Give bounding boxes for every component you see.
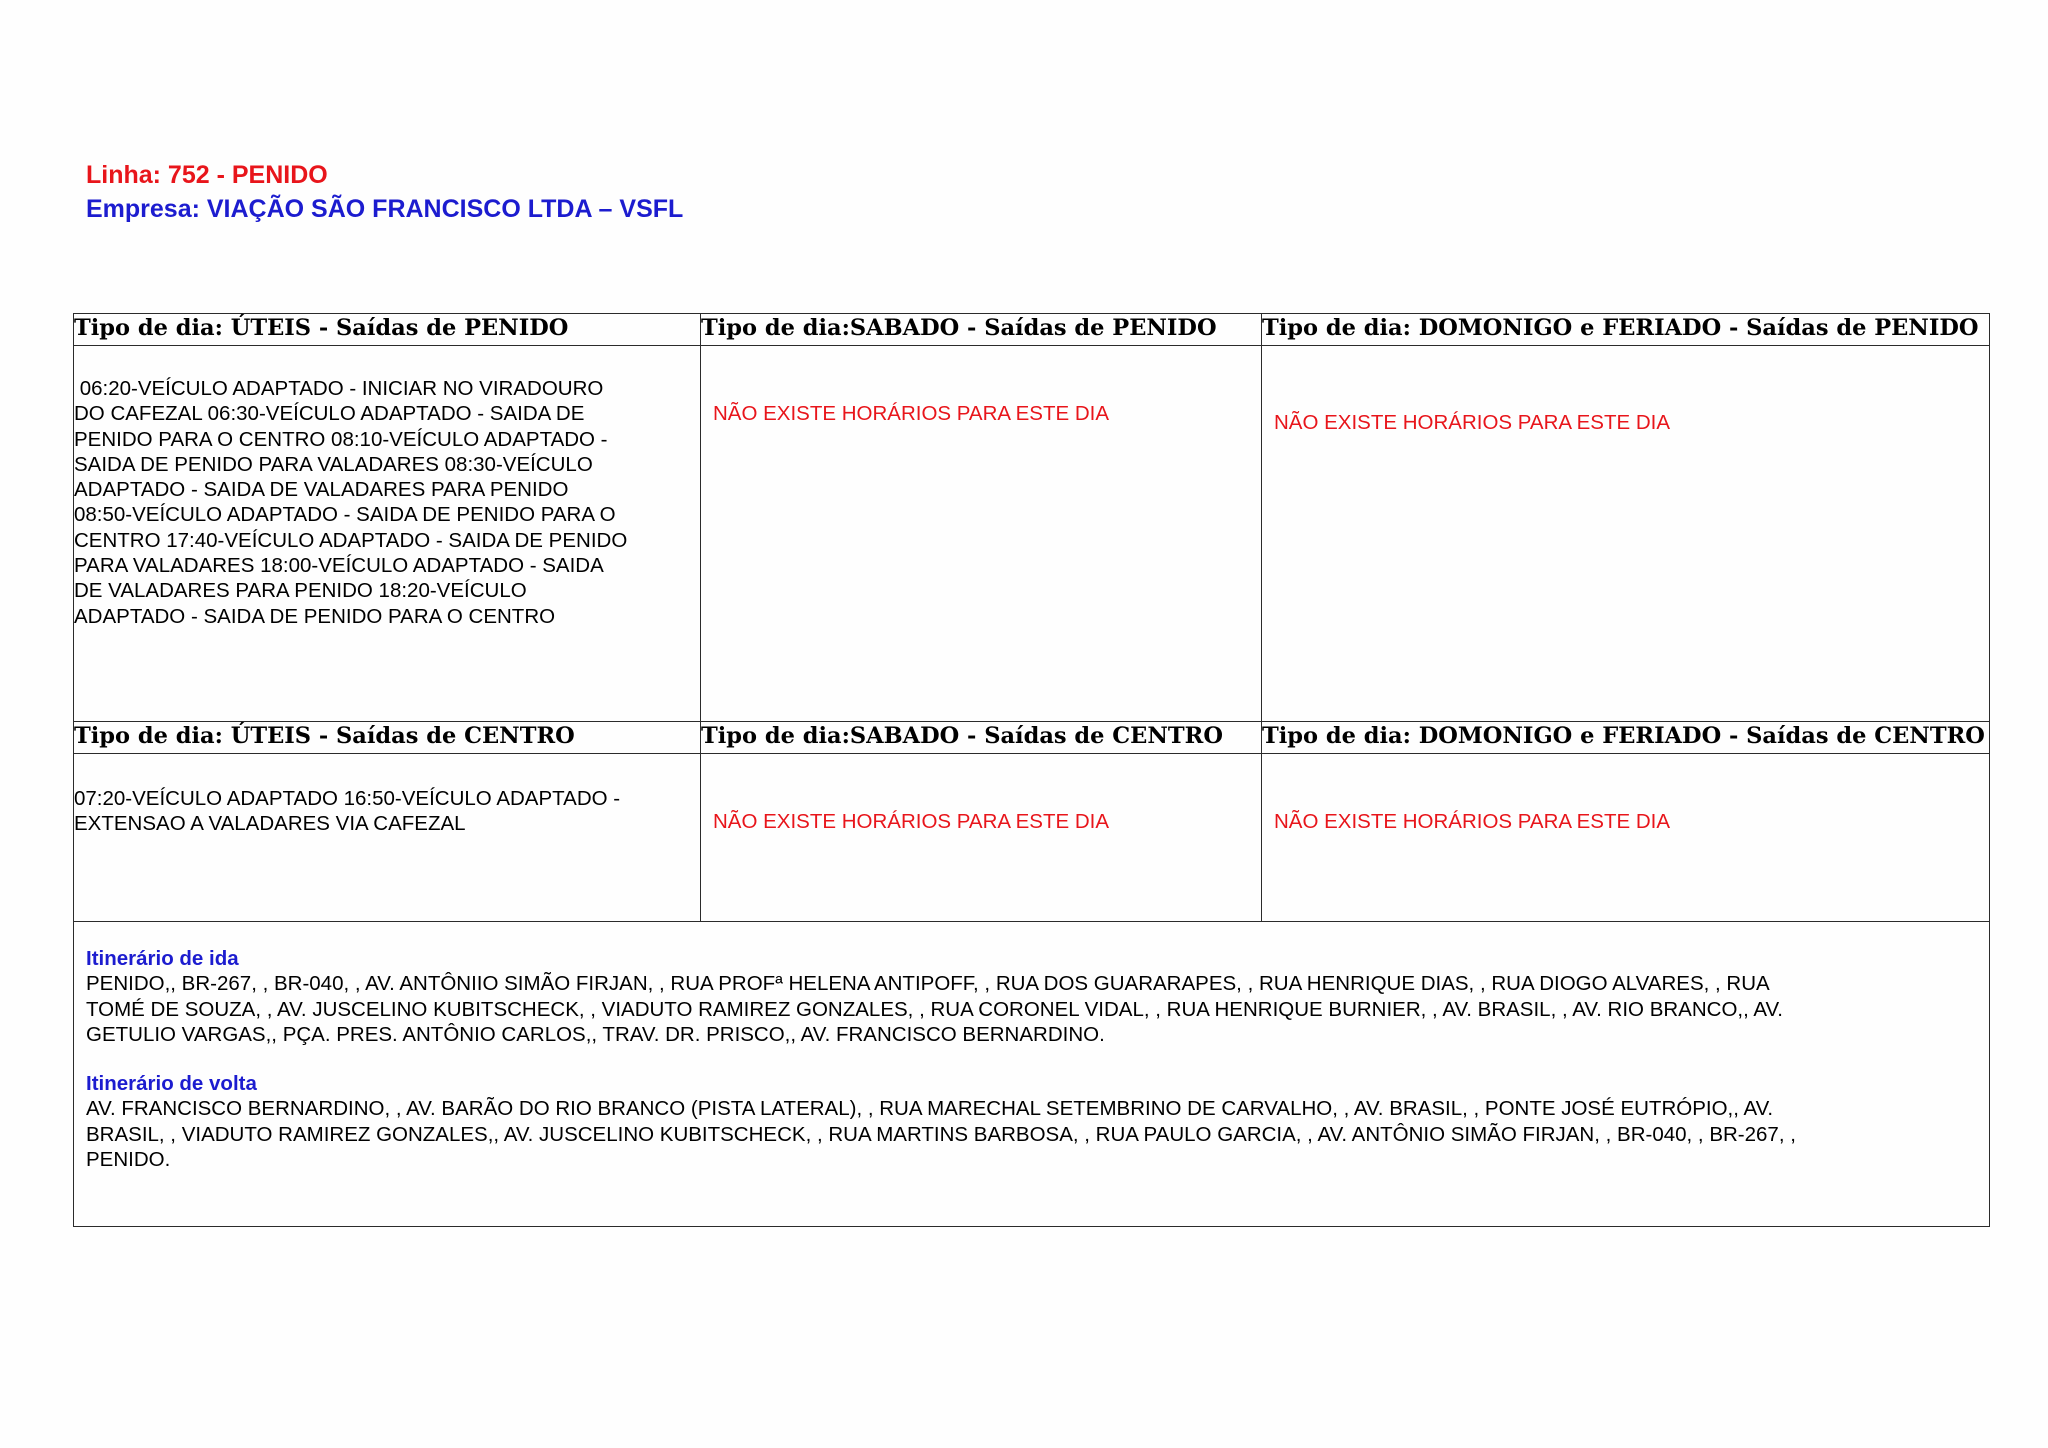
- centro-header-row: [74, 722, 1990, 754]
- itinerary-ida-line: PENIDO,, BR-267, , BR-040, , AV. ANTÔNIIO SIMÃO FIRJAN, , RUA PROFª HELENA ANTIPOFF, , RUA DOS GUARARAPES, , RUA HENRIQUE DIAS, , RUA DIOGO ALVARES, , RUA: [86, 972, 1770, 996]
- line-title: Linha: 752 - PENIDO: [86, 161, 328, 189]
- schedule-line: EXTENSAO A VALADARES VIA CAFEZAL: [74, 812, 466, 836]
- schedule-line: PARA VALADARES 18:00-VEÍCULO ADAPTADO - SAIDA: [74, 554, 604, 578]
- schedule-line: 07:20-VEÍCULO ADAPTADO 16:50-VEÍCULO ADAPTADO -: [74, 787, 621, 810]
- uteis-centro-schedule: [74, 754, 701, 922]
- header-uteis-centro: Tipo de dia: ÚTEIS - Saídas de CENTRO: [74, 722, 701, 754]
- itinerary-row: [74, 922, 1990, 1227]
- header-domingo-centro: Tipo de dia: DOMONIGO e FERIADO - Saídas de CENTRO: [1262, 722, 1990, 754]
- itinerary-ida-line: TOMÉ DE SOUZA, , AV. JUSCELINO KUBITSCHECK, , VIADUTO RAMIREZ GONZALES, , RUA CORONEL VIDAL, , RUA HENRIQUE BURNIER, , AV. BRASIL, , AV. RIO BRANCO,, AV.: [86, 997, 1783, 1021]
- itinerary-ida-title: Itinerário de ida: [86, 947, 239, 970]
- sabado-centro-none: NÃO EXISTE HORÁRIOS PARA ESTE DIA: [701, 754, 1262, 922]
- header-sabado-penido: Tipo de dia:SABADO - Saídas de PENIDO: [701, 314, 1262, 346]
- header-uteis-penido: Tipo de dia: ÚTEIS - Saídas de PENIDO: [74, 314, 701, 346]
- schedule-table: [73, 313, 1990, 1227]
- schedule-line: 06:20-VEÍCULO ADAPTADO - INICIAR NO VIRADOURO: [74, 377, 604, 400]
- domingo-penido-none: NÃO EXISTE HORÁRIOS PARA ESTE DIA: [1262, 346, 1990, 722]
- domingo-centro-none: NÃO EXISTE HORÁRIOS PARA ESTE DIA: [1262, 754, 1990, 922]
- schedule-line: SAIDA DE PENIDO PARA VALADARES 08:30-VEÍCULO: [74, 452, 593, 476]
- sabado-penido-none: NÃO EXISTE HORÁRIOS PARA ESTE DIA: [701, 346, 1262, 722]
- schedule-line: PENIDO PARA O CENTRO 08:10-VEÍCULO ADAPTADO -: [74, 427, 608, 451]
- itinerary-volta-line: BRASIL, , VIADUTO RAMIREZ GONZALES,, AV. JUSCELINO KUBITSCHECK, , RUA MARTINS BARBOSA, , RUA PAULO GARCIA, , AV. ANTÔNIO SIMÃO FIRJAN, , BR-040, , BR-267, ,: [86, 1122, 1796, 1146]
- penido-header-row: [74, 314, 1990, 346]
- itinerary-ida-line: GETULIO VARGAS,, PÇA. PRES. ANTÔNIO CARLOS,, TRAV. DR. PRISCO,, AV. FRANCISCO BERNARDINO.: [86, 1022, 1105, 1046]
- schedule-line: DE VALADARES PARA PENIDO 18:20-VEÍCULO: [74, 579, 527, 603]
- header-sabado-centro: Tipo de dia:SABADO - Saídas de CENTRO: [701, 722, 1262, 754]
- uteis-penido-schedule: [74, 346, 701, 722]
- schedule-line: ADAPTADO - SAIDA DE VALADARES PARA PENIDO: [74, 478, 569, 502]
- header-domingo-penido: Tipo de dia: DOMONIGO e FERIADO - Saídas de PENIDO: [1262, 314, 1990, 346]
- penido-schedule-row: [74, 346, 1990, 722]
- centro-schedule-row: [74, 754, 1990, 922]
- itinerary-volta-title: Itinerário de volta: [86, 1072, 257, 1096]
- itinerary-volta-line: PENIDO.: [86, 1148, 171, 1172]
- schedule-line: ADAPTADO - SAIDA DE PENIDO PARA O CENTRO: [74, 604, 556, 628]
- document-header: [86, 158, 683, 226]
- itinerary-volta-line: AV. FRANCISCO BERNARDINO, , AV. BARÃO DO RIO BRANCO (PISTA LATERAL), , RUA MARECHAL SETEMBRINO DE CARVALHO, , AV. BRASIL, , PONTE JOSÉ EUTRÓPIO,, AV.: [86, 1097, 1774, 1121]
- itinerary-cell: [74, 922, 1990, 1227]
- schedule-line: CENTRO 17:40-VEÍCULO ADAPTADO - SAIDA DE PENIDO: [74, 528, 628, 552]
- schedule-line: 08:50-VEÍCULO ADAPTADO - SAIDA DE PENIDO PARA O: [74, 503, 616, 527]
- company-title: Empresa: VIAÇÃO SÃO FRANCISCO LTDA – VSFL: [86, 195, 684, 223]
- schedule-line: DO CAFEZAL 06:30-VEÍCULO ADAPTADO - SAIDA DE: [74, 402, 585, 426]
